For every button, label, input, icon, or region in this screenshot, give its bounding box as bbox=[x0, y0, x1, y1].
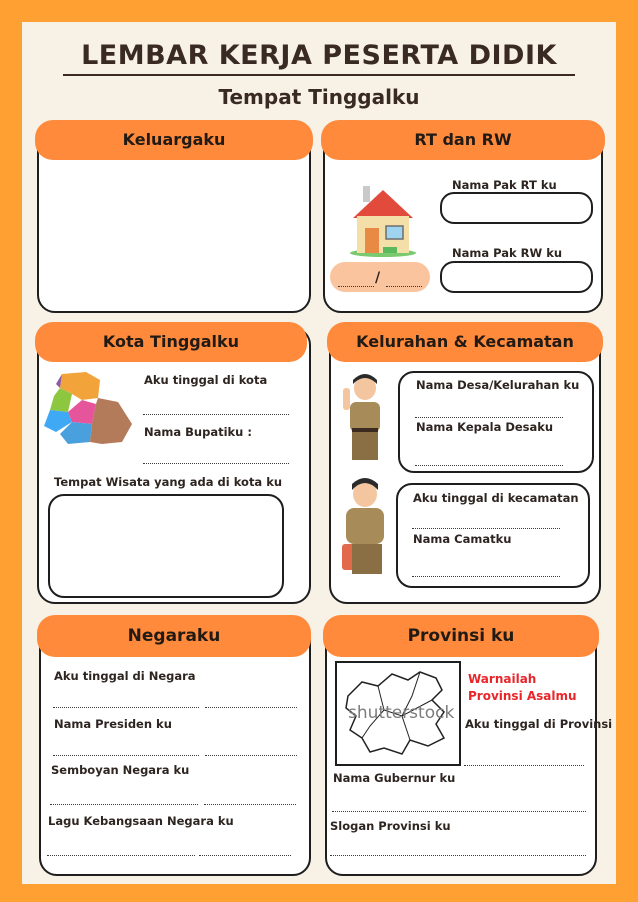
rw-label: Nama Pak RW ku bbox=[452, 246, 563, 260]
regent-label: Nama Bupatiku : bbox=[144, 425, 252, 439]
tourism-label: Tempat Wisata yang ada di kota ku bbox=[54, 475, 283, 489]
president-dots-1[interactable] bbox=[53, 755, 199, 756]
rw-name-field[interactable] bbox=[440, 261, 593, 293]
rtrw-tab: RT dan RW bbox=[321, 120, 605, 160]
village-dots[interactable] bbox=[415, 417, 563, 418]
keluarga-tab: Keluargaku bbox=[35, 120, 313, 160]
country-label: Aku tinggal di Negara bbox=[54, 669, 196, 683]
city-dots[interactable] bbox=[143, 414, 289, 415]
house-icon bbox=[343, 180, 421, 258]
anthem-label: Lagu Kebangsaan Negara ku bbox=[48, 814, 234, 828]
negara-tab: Negaraku bbox=[37, 615, 311, 657]
anthem-dots-2[interactable] bbox=[199, 855, 291, 856]
president-label: Nama Presiden ku bbox=[54, 717, 172, 731]
page-subtitle: Tempat Tinggalku bbox=[218, 85, 420, 109]
village-label: Nama Desa/Kelurahan ku bbox=[416, 378, 580, 392]
governor-label: Nama Gubernur ku bbox=[333, 771, 456, 785]
slogan-dots[interactable] bbox=[330, 855, 586, 856]
camat-dots[interactable] bbox=[412, 576, 560, 577]
village-head-dots[interactable] bbox=[415, 465, 563, 466]
regent-dots[interactable] bbox=[143, 463, 289, 464]
president-dots-2[interactable] bbox=[205, 755, 297, 756]
title-underline bbox=[63, 74, 575, 76]
motto-dots-2[interactable] bbox=[204, 804, 296, 805]
country-dots-2[interactable] bbox=[205, 707, 297, 708]
district-dots[interactable] bbox=[412, 528, 560, 529]
district-label: Aku tinggal di kecamatan bbox=[413, 491, 579, 505]
motto-label: Semboyan Negara ku bbox=[51, 763, 190, 777]
rt-dots bbox=[338, 286, 374, 287]
anthem-dots-1[interactable] bbox=[47, 855, 195, 856]
rt-name-field[interactable] bbox=[440, 192, 593, 224]
province-dots[interactable] bbox=[464, 765, 584, 766]
kelurahan-tab: Kelurahan & Kecamatan bbox=[327, 322, 603, 362]
village-head-label: Nama Kepala Desaku bbox=[416, 420, 554, 434]
city-label: Aku tinggal di kota bbox=[144, 373, 268, 387]
negara-card bbox=[39, 620, 311, 876]
camat-icon bbox=[338, 478, 392, 576]
village-head-icon bbox=[340, 374, 388, 462]
province-label: Aku tinggal di Provinsi bbox=[465, 717, 613, 731]
provinsi-tab: Provinsi ku bbox=[323, 615, 599, 657]
province-watermark: shutterstock bbox=[348, 703, 455, 723]
motto-dots-1[interactable] bbox=[50, 804, 198, 805]
rw-dots bbox=[386, 286, 422, 287]
city-map-icon bbox=[42, 370, 134, 452]
province-instruction: Warnailah Provinsi Asalmu bbox=[468, 672, 577, 703]
kota-tab: Kota Tinggalku bbox=[35, 322, 307, 362]
camat-label: Nama Camatku bbox=[413, 532, 512, 546]
page-title: LEMBAR KERJA PESERTA DIDIK bbox=[81, 40, 557, 71]
country-dots-1[interactable] bbox=[53, 707, 199, 708]
governor-dots[interactable] bbox=[332, 811, 586, 812]
rtrw-slash: / bbox=[375, 270, 381, 286]
rt-label: Nama Pak RT ku bbox=[452, 178, 557, 192]
tourism-field[interactable] bbox=[48, 494, 284, 598]
slogan-label: Slogan Provinsi ku bbox=[330, 819, 451, 833]
